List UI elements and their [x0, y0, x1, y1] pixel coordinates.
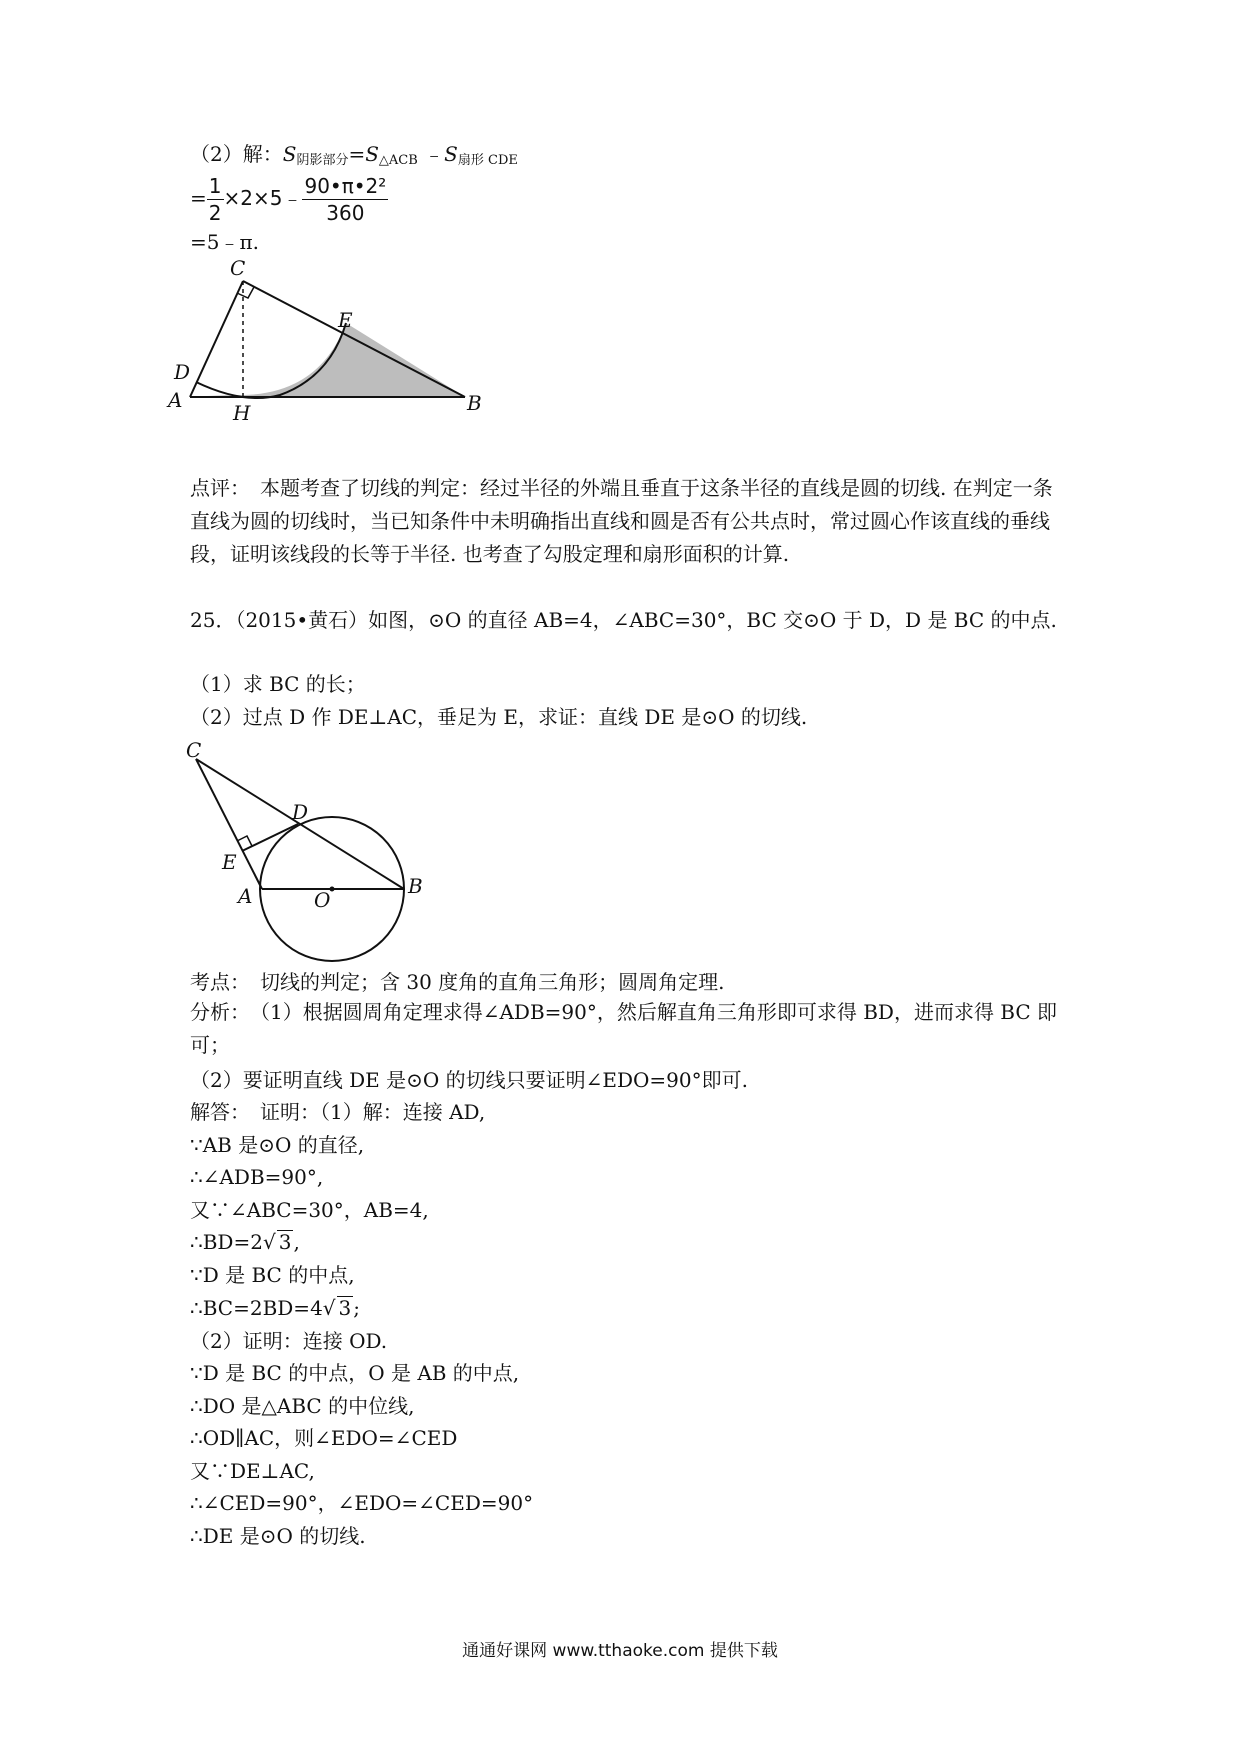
label-d: D: [174, 360, 191, 384]
proof-line-7: （2）证明：连接 OD.: [190, 1329, 388, 1353]
proof-line-10: ∴OD∥AC，则∠EDO=∠CED: [190, 1426, 458, 1450]
proof-line-9: ∴DO 是△ABC 的中位线,: [190, 1394, 415, 1418]
radicand: 3: [278, 1230, 292, 1254]
proof-line-6: ∴BC=2BD=4√ 3 ;: [190, 1296, 361, 1320]
solution-line-3: =5﹣π.: [190, 230, 259, 254]
equals-sign: =: [190, 186, 207, 210]
solution-label: （2）解：: [190, 142, 283, 166]
proof-line-2: ∴∠ADB=90°,: [190, 1165, 324, 1189]
label-o: O: [314, 888, 331, 912]
radicand: 3: [338, 1296, 352, 1320]
proof-line-11: 又∵DE⊥AC,: [190, 1459, 315, 1483]
proof-line-5: ∵D 是 BC 的中点,: [190, 1263, 355, 1287]
bd-expression: ∴BD=2: [190, 1230, 263, 1254]
area-symbol: S: [365, 142, 379, 166]
sqrt-sign: √: [262, 1230, 276, 1254]
figure-circle-triangle: [180, 735, 460, 970]
sector-subscript: 扇形 CDE: [457, 153, 518, 168]
label-h: H: [233, 401, 251, 425]
expression-middle: ×2×5﹣: [223, 186, 303, 210]
fenxi-part-2: （2）要证明直线 DE 是⊙O 的切线只要证明∠EDO=90°即可.: [190, 1068, 748, 1092]
area-symbol: S: [282, 142, 297, 166]
side-ac: [190, 281, 243, 397]
proof-line-8: ∵D 是 BC 的中点，O 是 AB 的中点,: [190, 1361, 520, 1385]
label-e: E: [222, 850, 237, 874]
kaodian-line: 考点： 切线的判定；含 30 度角的直角三角形；圆周角定理.: [190, 970, 725, 994]
label-a: A: [168, 388, 183, 412]
jieda-line: 解答： 证明：（1）解：连接 AD,: [190, 1100, 486, 1124]
minus-sign: ﹣: [417, 142, 445, 166]
question-25-part-2: （2）过点 D 作 DE⊥AC，垂足为 E，求证：直线 DE 是⊙O 的切线.: [190, 705, 808, 729]
proof-line-1: ∵AB 是⊙O 的直径,: [190, 1133, 365, 1157]
label-c: C: [186, 738, 202, 762]
label-c: C: [230, 256, 246, 280]
page-footer: 通通好课网 www.tthaoke.com 提供下载: [462, 1641, 778, 1661]
shaded-subscript: 阴影部分: [296, 153, 349, 168]
bc-expression: ∴BC=2BD=4: [190, 1296, 323, 1320]
equals-sign: =: [348, 142, 366, 166]
area-symbol: S: [444, 142, 458, 166]
sqrt-sign: √: [322, 1296, 336, 1320]
label-b: B: [408, 874, 423, 898]
label-b: B: [467, 391, 482, 415]
label-e: E: [338, 308, 353, 332]
figure-shaded-triangle: [168, 255, 540, 435]
proof-line-4: ∴BD=2√ 3 ,: [190, 1230, 300, 1254]
solution-line-2: [190, 170, 388, 226]
triangle-subscript: △ACB: [378, 153, 418, 168]
label-a: A: [238, 884, 253, 908]
fraction-sector: $\frac{\text{90•π•2²}}{360}$: [304, 174, 387, 225]
fraction-half: $\frac{1}{2}$: [208, 174, 222, 225]
proof-line-12: ∴∠CED=90°，∠EDO=∠CED=90°: [190, 1491, 534, 1515]
segment-ed: [242, 824, 298, 851]
proof-line-13: ∴DE 是⊙O 的切线.: [190, 1524, 366, 1548]
question-25-stem: 25．（2015•黄石）如图，⊙O 的直径 AB=4，∠ABC=30°，BC 交⊙O 于 D，D 是 BC 的中点.: [190, 608, 1057, 632]
review-paragraph: 点评： 本题考查了切线的判定：经过半径的外端且垂直于这条半径的直线是圆的切线. 在判定一条直线为圆的切线时，当已知条件中未明确指出直线和圆是否有公共点时，常过圆心作该直线的垂线段，证明该线段的长等于半径. 也考查了勾股定理和扇形面积的计算.: [190, 476, 1053, 566]
question-25-part-1: （1）求 BC 的长；: [190, 672, 366, 696]
proof-line-3: 又∵∠ABC=30°，AB=4,: [190, 1198, 429, 1222]
fenxi-paragraph: 分析： （1）根据圆周角定理求得∠ADB=90°，然后解直角三角形即可求得 BD，进而求得 BC 即可；: [190, 1000, 1058, 1057]
label-d: D: [292, 800, 309, 824]
